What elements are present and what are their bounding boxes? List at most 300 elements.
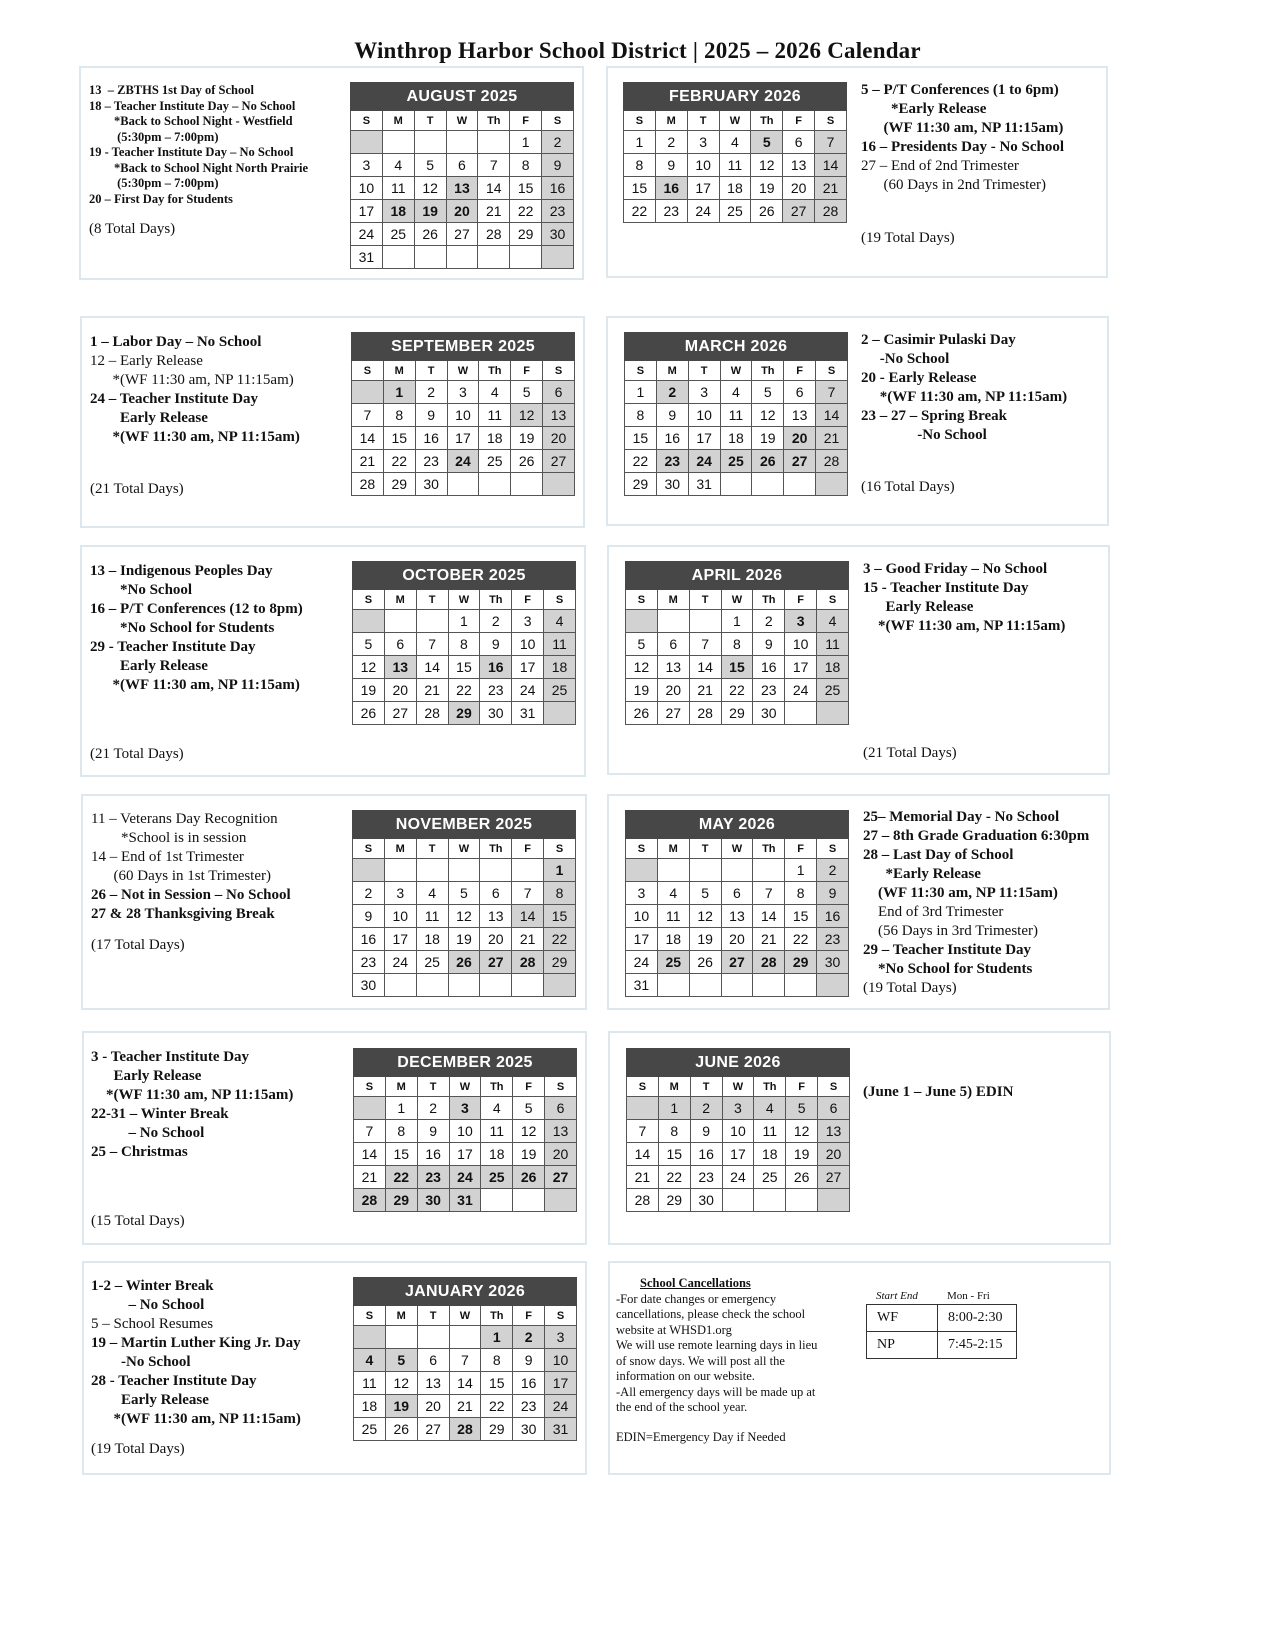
day-cell: 15 (481, 1372, 513, 1395)
empty-cell (785, 702, 817, 725)
day-cell: 19 (751, 177, 783, 200)
day-cell: 14 (815, 154, 847, 177)
day-cell: 9 (753, 633, 785, 656)
day-cell: 23 (353, 951, 385, 974)
day-cell: 6 (784, 381, 816, 404)
day-cell: 20 (543, 427, 575, 450)
day-cell: 27 (721, 951, 753, 974)
day-cell: 28 (816, 450, 848, 473)
week-row (352, 427, 575, 450)
day-cell: 7 (816, 381, 848, 404)
day-cell: 6 (446, 154, 478, 177)
calendar-may (625, 810, 849, 997)
day-cell: 12 (751, 154, 783, 177)
note-line: *No School (90, 582, 193, 598)
note-line: 29 – Teacher Institute Day (863, 942, 1032, 958)
day-cell: 30 (513, 1418, 545, 1441)
day-cell: 2 (513, 1326, 545, 1349)
day-cell: 14 (689, 656, 721, 679)
day-cell: 2 (417, 1097, 449, 1120)
cancellation-line: information on our website. (616, 1369, 755, 1383)
weekday-header: W (446, 111, 478, 131)
empty-cell (754, 1189, 786, 1212)
month-header: SEPTEMBER 2025 (352, 333, 575, 361)
day-cell: 11 (657, 905, 689, 928)
day-cell: 20 (657, 679, 689, 702)
week-row (626, 928, 849, 951)
day-cell: 1 (385, 1097, 417, 1120)
day-cell: 6 (417, 1349, 449, 1372)
empty-cell (384, 610, 416, 633)
day-cell: 30 (480, 702, 512, 725)
empty-cell (384, 974, 416, 997)
day-cell: 13 (657, 656, 689, 679)
day-cell: 3 (512, 610, 544, 633)
day-cell: 13 (446, 177, 478, 200)
calendar-december (353, 1048, 577, 1212)
day-cell: 22 (721, 679, 753, 702)
weekday-header: S (627, 1077, 659, 1097)
note-line: *Back to School Night - Westfield (89, 114, 293, 128)
notes-november (91, 810, 341, 960)
empty-cell (784, 473, 816, 496)
day-cell: 29 (785, 951, 817, 974)
day-cell: 14 (449, 1372, 481, 1395)
week-row (354, 1143, 577, 1166)
day-cell: 23 (655, 200, 687, 223)
weekday-header: T (417, 1306, 449, 1326)
day-cell: 11 (354, 1372, 386, 1395)
weekday-header: M (655, 111, 687, 131)
day-cell: 23 (417, 1166, 449, 1189)
weekday-header: T (689, 839, 721, 859)
day-cell: 29 (721, 702, 753, 725)
day-cell: 14 (478, 177, 510, 200)
week-row (626, 905, 849, 928)
day-cell: 21 (815, 177, 847, 200)
cancellation-line: -All emergency days will be made up at (616, 1384, 816, 1399)
day-cell: 1 (624, 131, 656, 154)
note-line: 13 – ZBTHS 1st Day of School (89, 83, 254, 97)
day-cell: 15 (785, 905, 817, 928)
day-cell: 9 (353, 905, 385, 928)
note-line: 1 – Labor Day – No School (90, 334, 262, 350)
school-hours-table (866, 1304, 1017, 1359)
day-cell: 25 (481, 1166, 513, 1189)
day-cell: 10 (687, 154, 719, 177)
day-cell: 21 (354, 1166, 386, 1189)
day-cell: 29 (385, 1189, 417, 1212)
note-line: 19 - Teacher Institute Day – No School (89, 145, 294, 159)
day-cell: 24 (687, 200, 719, 223)
calendar-november (352, 810, 576, 997)
weekday-header: Th (480, 839, 512, 859)
day-cell: 12 (448, 905, 480, 928)
empty-cell (510, 246, 542, 269)
day-cell: 2 (690, 1097, 722, 1120)
day-cell: 3 (449, 1097, 481, 1120)
month-header: JANUARY 2026 (354, 1278, 577, 1306)
day-cell: 11 (479, 404, 511, 427)
month-header: OCTOBER 2025 (353, 562, 576, 590)
day-cell: 10 (688, 404, 720, 427)
day-cell: 24 (688, 450, 720, 473)
note-line: 29 - Teacher Institute Day (90, 639, 256, 655)
empty-cell (481, 1189, 513, 1212)
month-header: AUGUST 2025 (351, 83, 574, 111)
day-cell: 14 (753, 905, 785, 928)
weekday-header: S (545, 1306, 577, 1326)
day-cell: 26 (511, 450, 543, 473)
weekday-header: S (818, 1077, 850, 1097)
day-cell: 3 (384, 882, 416, 905)
weekday-header: S (544, 839, 576, 859)
day-cell: 6 (545, 1097, 577, 1120)
weekday-header: S (351, 111, 383, 131)
day-cell: 1 (510, 131, 542, 154)
day-cell: 11 (817, 633, 849, 656)
day-cell: 18 (479, 427, 511, 450)
note-line: *(WF 11:30 am, NP 11:15am) (90, 372, 294, 388)
notes-february (861, 81, 1106, 251)
day-cell: 14 (512, 905, 544, 928)
week-row (353, 633, 576, 656)
day-cell: 19 (511, 427, 543, 450)
day-cell: 20 (818, 1143, 850, 1166)
empty-cell (479, 473, 511, 496)
day-cell: 28 (354, 1189, 386, 1212)
day-cell: 24 (449, 1166, 481, 1189)
empty-cell (753, 859, 785, 882)
notes-december (91, 1048, 341, 1228)
day-cell: 31 (351, 246, 383, 269)
day-cell: 29 (658, 1189, 690, 1212)
empty-cell (816, 473, 848, 496)
weekday-header: S (543, 361, 575, 381)
day-cell: 9 (480, 633, 512, 656)
day-cell: 9 (656, 404, 688, 427)
month-header: DECEMBER 2025 (354, 1049, 577, 1077)
empty-cell (416, 859, 448, 882)
day-cell: 25 (817, 679, 849, 702)
day-cell: 20 (783, 177, 815, 200)
day-cell: 11 (481, 1120, 513, 1143)
week-row (354, 1372, 577, 1395)
times-header-start-end: Start End (876, 1290, 918, 1302)
table-row (867, 1332, 1017, 1359)
weekday-header: F (512, 590, 544, 610)
week-row (353, 905, 576, 928)
weekday-header: Th (481, 1077, 513, 1097)
empty-cell (542, 246, 574, 269)
day-cell: 22 (383, 450, 415, 473)
day-cell: 12 (689, 905, 721, 928)
note-line: 1-2 – Winter Break (91, 1278, 214, 1294)
day-cell: 19 (752, 427, 784, 450)
note-line: -No School (861, 351, 950, 367)
weekday-header: F (513, 1077, 545, 1097)
note-line: 3 – Good Friday – No School (863, 561, 1048, 577)
day-cell: 18 (720, 427, 752, 450)
day-cell: 1 (448, 610, 480, 633)
note-line: (5:30pm – 7:00pm) (89, 129, 219, 144)
week-row (353, 974, 576, 997)
empty-cell (721, 859, 753, 882)
empty-cell (512, 859, 544, 882)
note-line: -No School (91, 1354, 191, 1370)
day-cell: 4 (544, 610, 576, 633)
day-cell: 8 (624, 154, 656, 177)
day-cell: 10 (545, 1349, 577, 1372)
day-cell: 27 (384, 702, 416, 725)
empty-cell (414, 131, 446, 154)
calendar-october (352, 561, 576, 725)
day-cell: 18 (354, 1395, 386, 1418)
total-days: (17 Total Days) (91, 937, 185, 953)
day-cell: 23 (753, 679, 785, 702)
day-cell: 15 (721, 656, 753, 679)
week-row (353, 610, 576, 633)
day-cell: 13 (721, 905, 753, 928)
day-cell: 18 (481, 1143, 513, 1166)
note-line: *Back to School Night North Prairie (89, 160, 309, 175)
month-header: JUNE 2026 (627, 1049, 850, 1077)
week-row (627, 1120, 850, 1143)
weekday-header: S (626, 590, 658, 610)
day-cell: 6 (480, 882, 512, 905)
day-cell: 4 (481, 1097, 513, 1120)
day-cell: 11 (416, 905, 448, 928)
day-cell: 20 (417, 1395, 449, 1418)
day-cell: 8 (448, 633, 480, 656)
weekday-header: F (511, 361, 543, 381)
weekday-header: S (354, 1077, 386, 1097)
day-cell: 24 (626, 951, 658, 974)
weekday-header: S (816, 361, 848, 381)
day-cell: 31 (545, 1418, 577, 1441)
note-line: 28 - Teacher Institute Day (91, 1373, 257, 1389)
empty-cell (480, 859, 512, 882)
day-cell: 11 (719, 154, 751, 177)
day-cell: 15 (544, 905, 576, 928)
day-cell: 2 (655, 131, 687, 154)
day-cell: 21 (478, 200, 510, 223)
day-cell: 7 (416, 633, 448, 656)
day-cell: 23 (656, 450, 688, 473)
notes-january (91, 1277, 341, 1457)
weekday-header: S (624, 111, 656, 131)
day-cell: 3 (785, 610, 817, 633)
weekday-header: F (784, 361, 816, 381)
day-cell: 26 (448, 951, 480, 974)
day-cell: 17 (722, 1143, 754, 1166)
times-header-days: Mon - Fri (947, 1290, 990, 1302)
day-cell: 15 (658, 1143, 690, 1166)
day-cell: 16 (655, 177, 687, 200)
day-cell: 18 (817, 656, 849, 679)
day-cell: 20 (480, 928, 512, 951)
empty-cell (785, 974, 817, 997)
empty-cell (657, 859, 689, 882)
day-cell: 27 (417, 1418, 449, 1441)
day-cell: 26 (626, 702, 658, 725)
week-row (625, 473, 848, 496)
weekday-header: Th (754, 1077, 786, 1097)
day-cell: 6 (818, 1097, 850, 1120)
note-line: (June 1 – June 5) EDIN (863, 1084, 1014, 1100)
day-cell: 17 (687, 177, 719, 200)
weekday-header: T (415, 361, 447, 381)
day-cell: 10 (351, 177, 383, 200)
school-hours: 8:00-2:30 (938, 1305, 1017, 1332)
week-row (354, 1349, 577, 1372)
day-cell: 7 (354, 1120, 386, 1143)
empty-cell (626, 859, 658, 882)
week-row (354, 1097, 577, 1120)
day-cell: 16 (690, 1143, 722, 1166)
day-cell: 5 (752, 381, 784, 404)
day-cell: 26 (689, 951, 721, 974)
weekday-header: M (657, 839, 689, 859)
weekday-header: F (785, 839, 817, 859)
day-cell: 7 (753, 882, 785, 905)
weekday-header: Th (751, 111, 783, 131)
notes-may (863, 808, 1108, 998)
day-cell: 1 (658, 1097, 690, 1120)
weekday-header: S (626, 839, 658, 859)
empty-cell (720, 473, 752, 496)
day-cell: 3 (447, 381, 479, 404)
day-cell: 8 (385, 1120, 417, 1143)
school-hours: 7:45-2:15 (938, 1332, 1017, 1359)
day-cell: 23 (817, 928, 849, 951)
day-cell: 13 (784, 404, 816, 427)
day-cell: 21 (627, 1166, 659, 1189)
empty-cell (544, 974, 576, 997)
day-cell: 29 (481, 1418, 513, 1441)
notes-august (89, 83, 339, 273)
day-cell: 8 (785, 882, 817, 905)
day-cell: 3 (687, 131, 719, 154)
day-cell: 7 (449, 1349, 481, 1372)
school-name: WF (867, 1305, 938, 1332)
weekday-header: M (382, 111, 414, 131)
note-line: 2 – Casimir Pulaski Day (861, 332, 1016, 348)
day-cell: 7 (815, 131, 847, 154)
empty-cell (689, 859, 721, 882)
week-row (353, 656, 576, 679)
weekday-header: W (448, 839, 480, 859)
note-line: *No School for Students (863, 961, 1033, 977)
day-cell: 23 (415, 450, 447, 473)
note-line: (WF 11:30 am, NP 11:15am) (863, 885, 1058, 901)
note-line: 22-31 – Winter Break (91, 1106, 229, 1122)
note-line: 16 – Presidents Day - No School (861, 139, 1065, 155)
weekday-header: M (385, 1077, 417, 1097)
day-cell: 22 (624, 200, 656, 223)
edin-definition: EDIN=Emergency Day if Needed (616, 1429, 786, 1444)
week-row (353, 928, 576, 951)
day-cell: 29 (510, 223, 542, 246)
calendar-september (351, 332, 575, 496)
note-line: (60 Days in 2nd Trimester) (861, 177, 1046, 193)
empty-cell (354, 1097, 386, 1120)
day-cell: 21 (816, 427, 848, 450)
total-days: (19 Total Days) (91, 1441, 185, 1457)
note-line: – No School (91, 1125, 205, 1141)
day-cell: 28 (352, 473, 384, 496)
day-cell: 20 (446, 200, 478, 223)
empty-cell (511, 473, 543, 496)
cancellation-notice (616, 1276, 856, 1445)
day-cell: 11 (544, 633, 576, 656)
school-name: NP (867, 1332, 938, 1359)
day-cell: 5 (414, 154, 446, 177)
day-cell: 5 (511, 381, 543, 404)
day-cell: 15 (624, 177, 656, 200)
day-cell: 8 (625, 404, 657, 427)
day-cell: 23 (690, 1166, 722, 1189)
day-cell: 25 (382, 223, 414, 246)
day-cell: 16 (817, 905, 849, 928)
day-cell: 4 (354, 1349, 386, 1372)
month-header: FEBRUARY 2026 (624, 83, 847, 111)
note-line: Early Release (91, 1068, 202, 1084)
week-row (626, 974, 849, 997)
week-row (354, 1395, 577, 1418)
day-cell: 26 (513, 1166, 545, 1189)
note-line: 18 – Teacher Institute Day – No School (89, 98, 296, 113)
empty-cell (544, 702, 576, 725)
weekday-header: Th (480, 590, 512, 610)
day-cell: 30 (415, 473, 447, 496)
weekday-header: M (384, 839, 416, 859)
empty-cell (722, 1189, 754, 1212)
day-cell: 30 (353, 974, 385, 997)
day-cell: 17 (449, 1143, 481, 1166)
weekday-header: M (384, 590, 416, 610)
empty-cell (626, 610, 658, 633)
day-cell: 21 (753, 928, 785, 951)
day-cell: 4 (754, 1097, 786, 1120)
empty-cell (351, 131, 383, 154)
week-row (626, 859, 849, 882)
day-cell: 24 (447, 450, 479, 473)
day-cell: 12 (353, 656, 385, 679)
week-row (627, 1143, 850, 1166)
day-cell: 1 (544, 859, 576, 882)
weekday-header: Th (753, 590, 785, 610)
day-cell: 8 (383, 404, 415, 427)
weekday-header: W (721, 839, 753, 859)
week-row (626, 656, 849, 679)
month-header: MARCH 2026 (625, 333, 848, 361)
note-line: 25– Memorial Day - No School (863, 809, 1060, 825)
day-cell: 19 (448, 928, 480, 951)
weekday-header: F (512, 839, 544, 859)
day-cell: 26 (786, 1166, 818, 1189)
notes-march (861, 331, 1106, 501)
weekday-header: T (688, 361, 720, 381)
calendar-april (625, 561, 849, 725)
day-cell: 13 (384, 656, 416, 679)
day-cell: 1 (625, 381, 657, 404)
note-line: *(WF 11:30 am, NP 11:15am) (91, 1087, 294, 1103)
day-cell: 16 (353, 928, 385, 951)
weekday-header: Th (479, 361, 511, 381)
empty-cell (448, 974, 480, 997)
day-cell: 27 (545, 1166, 577, 1189)
